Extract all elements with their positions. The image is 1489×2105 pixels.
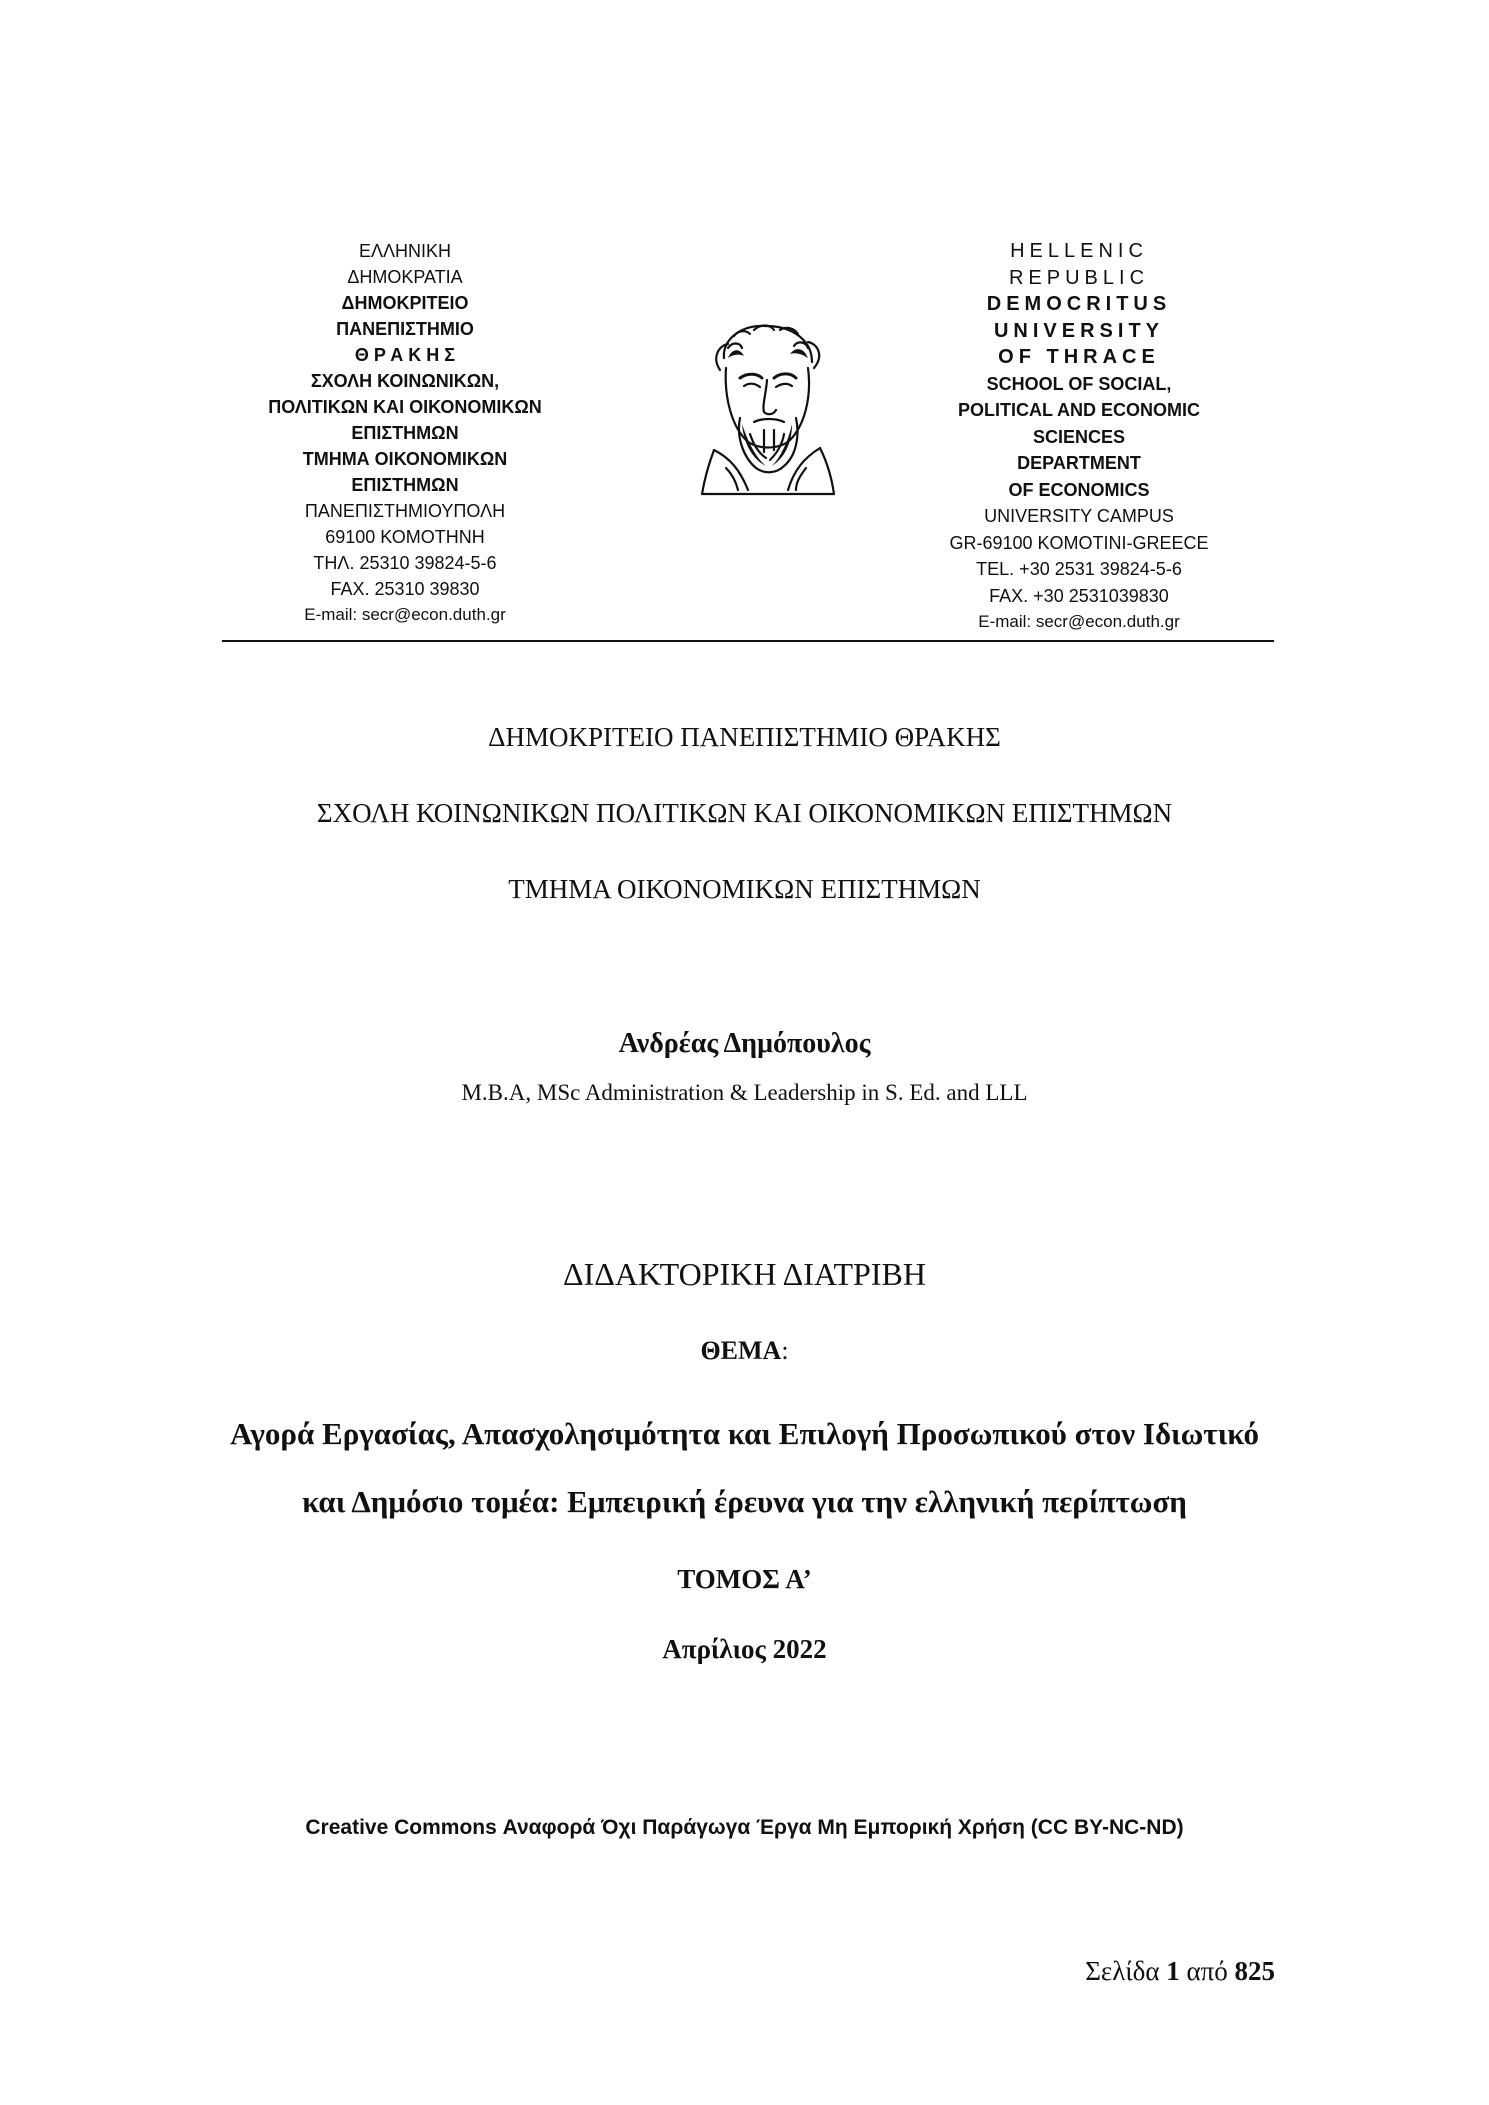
lh-english-line: DEMOCRITUS <box>986 293 1172 315</box>
lh-english-line: SCHOOL OF SOCIAL, <box>986 373 1172 394</box>
lh-english-line: TEL. +30 2531 39824-5-6 <box>976 559 1182 579</box>
lh-english-line: REPUBLIC <box>1008 266 1150 289</box>
thesis-type: ΔΙΔΑΚΤΟΡΙΚΗ ΔΙΑΤΡΙΒΗ <box>563 1256 926 1292</box>
lh-greek-line: ΣΧΟΛΗ ΚΟΙΝΩΝΙΚΩΝ, <box>310 371 500 391</box>
letterhead-greek-block <box>222 238 588 628</box>
lh-greek-line: ΤΗΛ. 25310 39824-5-6 <box>313 553 497 573</box>
thesis-subject-line-2: και Δημόσιο τομέα: Εμπειρική έρευνα για την ελληνική περίπτωση <box>302 1484 1187 1519</box>
page-prefix: Σελίδα <box>1085 1956 1167 1986</box>
department-name: ΤΜΗΜΑ ΟΙΚΟΝΟΜΙΚΩΝ ΕΠΙΣΤΗΜΩΝ <box>508 874 981 904</box>
author-name: Ανδρέας Δημόπουλος <box>618 1028 871 1059</box>
democritus-bust-icon <box>684 318 850 498</box>
lh-greek-line: ΠΟΛΙΤΙΚΩΝ ΚΑΙ ΟΙΚΟΝΟΜΙΚΩΝ <box>268 397 542 417</box>
lh-english-line: SCIENCES <box>1032 426 1126 447</box>
thesis-subject-line-1: Αγορά Εργασίας, Απασχολησιμότητα και Επιλογή Προσωπικού στον Ιδιωτικό <box>229 1416 1260 1451</box>
subject-label-colon: : <box>781 1336 789 1365</box>
lh-english-email: E-mail: secr@econ.duth.gr <box>978 612 1180 631</box>
letterhead-english-block <box>904 238 1254 636</box>
thesis-volume: ΤΟΜΟΣ Α’ <box>677 1564 812 1594</box>
letterhead-divider <box>222 640 1274 642</box>
lh-english-line: DEPARTMENT <box>1017 453 1141 473</box>
lh-greek-line: 69100 ΚΟΜΟΤΗΝΗ <box>325 527 485 547</box>
subject-label-text: ΘΕΜΑ <box>700 1336 782 1365</box>
lh-greek-line: ΔΗΜΟΚΡΑΤΙΑ <box>347 267 463 287</box>
lh-english-line: UNIVERSITY <box>993 319 1165 342</box>
author-degrees: M.B.A, MSc Administration & Leadership in S. Ed. and LLL <box>461 1080 1028 1105</box>
lh-greek-line: ΕΠΙΣΤΗΜΩΝ <box>351 423 459 443</box>
page-middle: από <box>1179 1956 1235 1986</box>
lh-greek-line: ΕΠΙΣΤΗΜΩΝ <box>351 475 459 495</box>
page-total: 825 <box>1234 1956 1275 1986</box>
lh-greek-line: ΔΗΜΟΚΡΙΤΕΙΟ <box>341 293 469 313</box>
lh-greek-line: ΠΑΝΕΠΙΣΤΗΜΙΟΥΠΟΛΗ <box>304 501 506 521</box>
lh-greek-line: Θ Ρ Α Κ Η Σ <box>354 345 456 365</box>
lh-greek-line: FAX. 25310 39830 <box>330 579 480 599</box>
lh-english-line: POLITICAL AND ECONOMIC <box>958 400 1200 420</box>
school-name: ΣΧΟΛΗ ΚΟΙΝΩΝΙΚΩΝ ΠΟΛΙΤΙΚΩΝ ΚΑΙ ΟΙΚΟΝΟΜΙΚΩΝ ΕΠΙΣΤΗΜΩΝ <box>316 798 1173 828</box>
lh-greek-line: ΤΜΗΜΑ ΟΙΚΟΝΟΜΙΚΩΝ <box>302 449 508 469</box>
lh-english-line: OF ECONOMICS <box>1008 479 1150 500</box>
thesis-date: Απρίλιος 2022 <box>662 1634 827 1664</box>
license-statement: Creative Commons Αναφορά Όχι Παράγωγα Έργα Μη Εμπορική Χρήση (CC BY-NC-ND) <box>305 1816 1184 1839</box>
page-number <box>1085 1956 1275 1987</box>
lh-english-line: UNIVERSITY CAMPUS <box>984 506 1174 526</box>
page-current: 1 <box>1166 1956 1180 1986</box>
lh-greek-email: E-mail: secr@econ.duth.gr <box>304 605 506 624</box>
lh-english-line: OF THRACE <box>998 346 1160 368</box>
lh-english-line: HELLENIC <box>1010 240 1148 262</box>
lh-greek-line: ΕΛΛΗΝΙΚΗ <box>358 241 452 261</box>
lh-english-line: GR-69100 KOMOTINI-GREECE <box>949 532 1209 553</box>
university-name: ΔΗΜΟΚΡΙΤΕΙΟ ΠΑΝΕΠΙΣΤΗΜΙΟ ΘΡΑΚΗΣ <box>488 722 1001 752</box>
subject-label <box>0 1336 1489 1366</box>
letterhead <box>222 238 1274 640</box>
lh-english-line: FAX. +30 2531039830 <box>989 585 1169 606</box>
lh-greek-line: ΠΑΝΕΠΙΣΤΗΜΙΟ <box>336 319 474 339</box>
